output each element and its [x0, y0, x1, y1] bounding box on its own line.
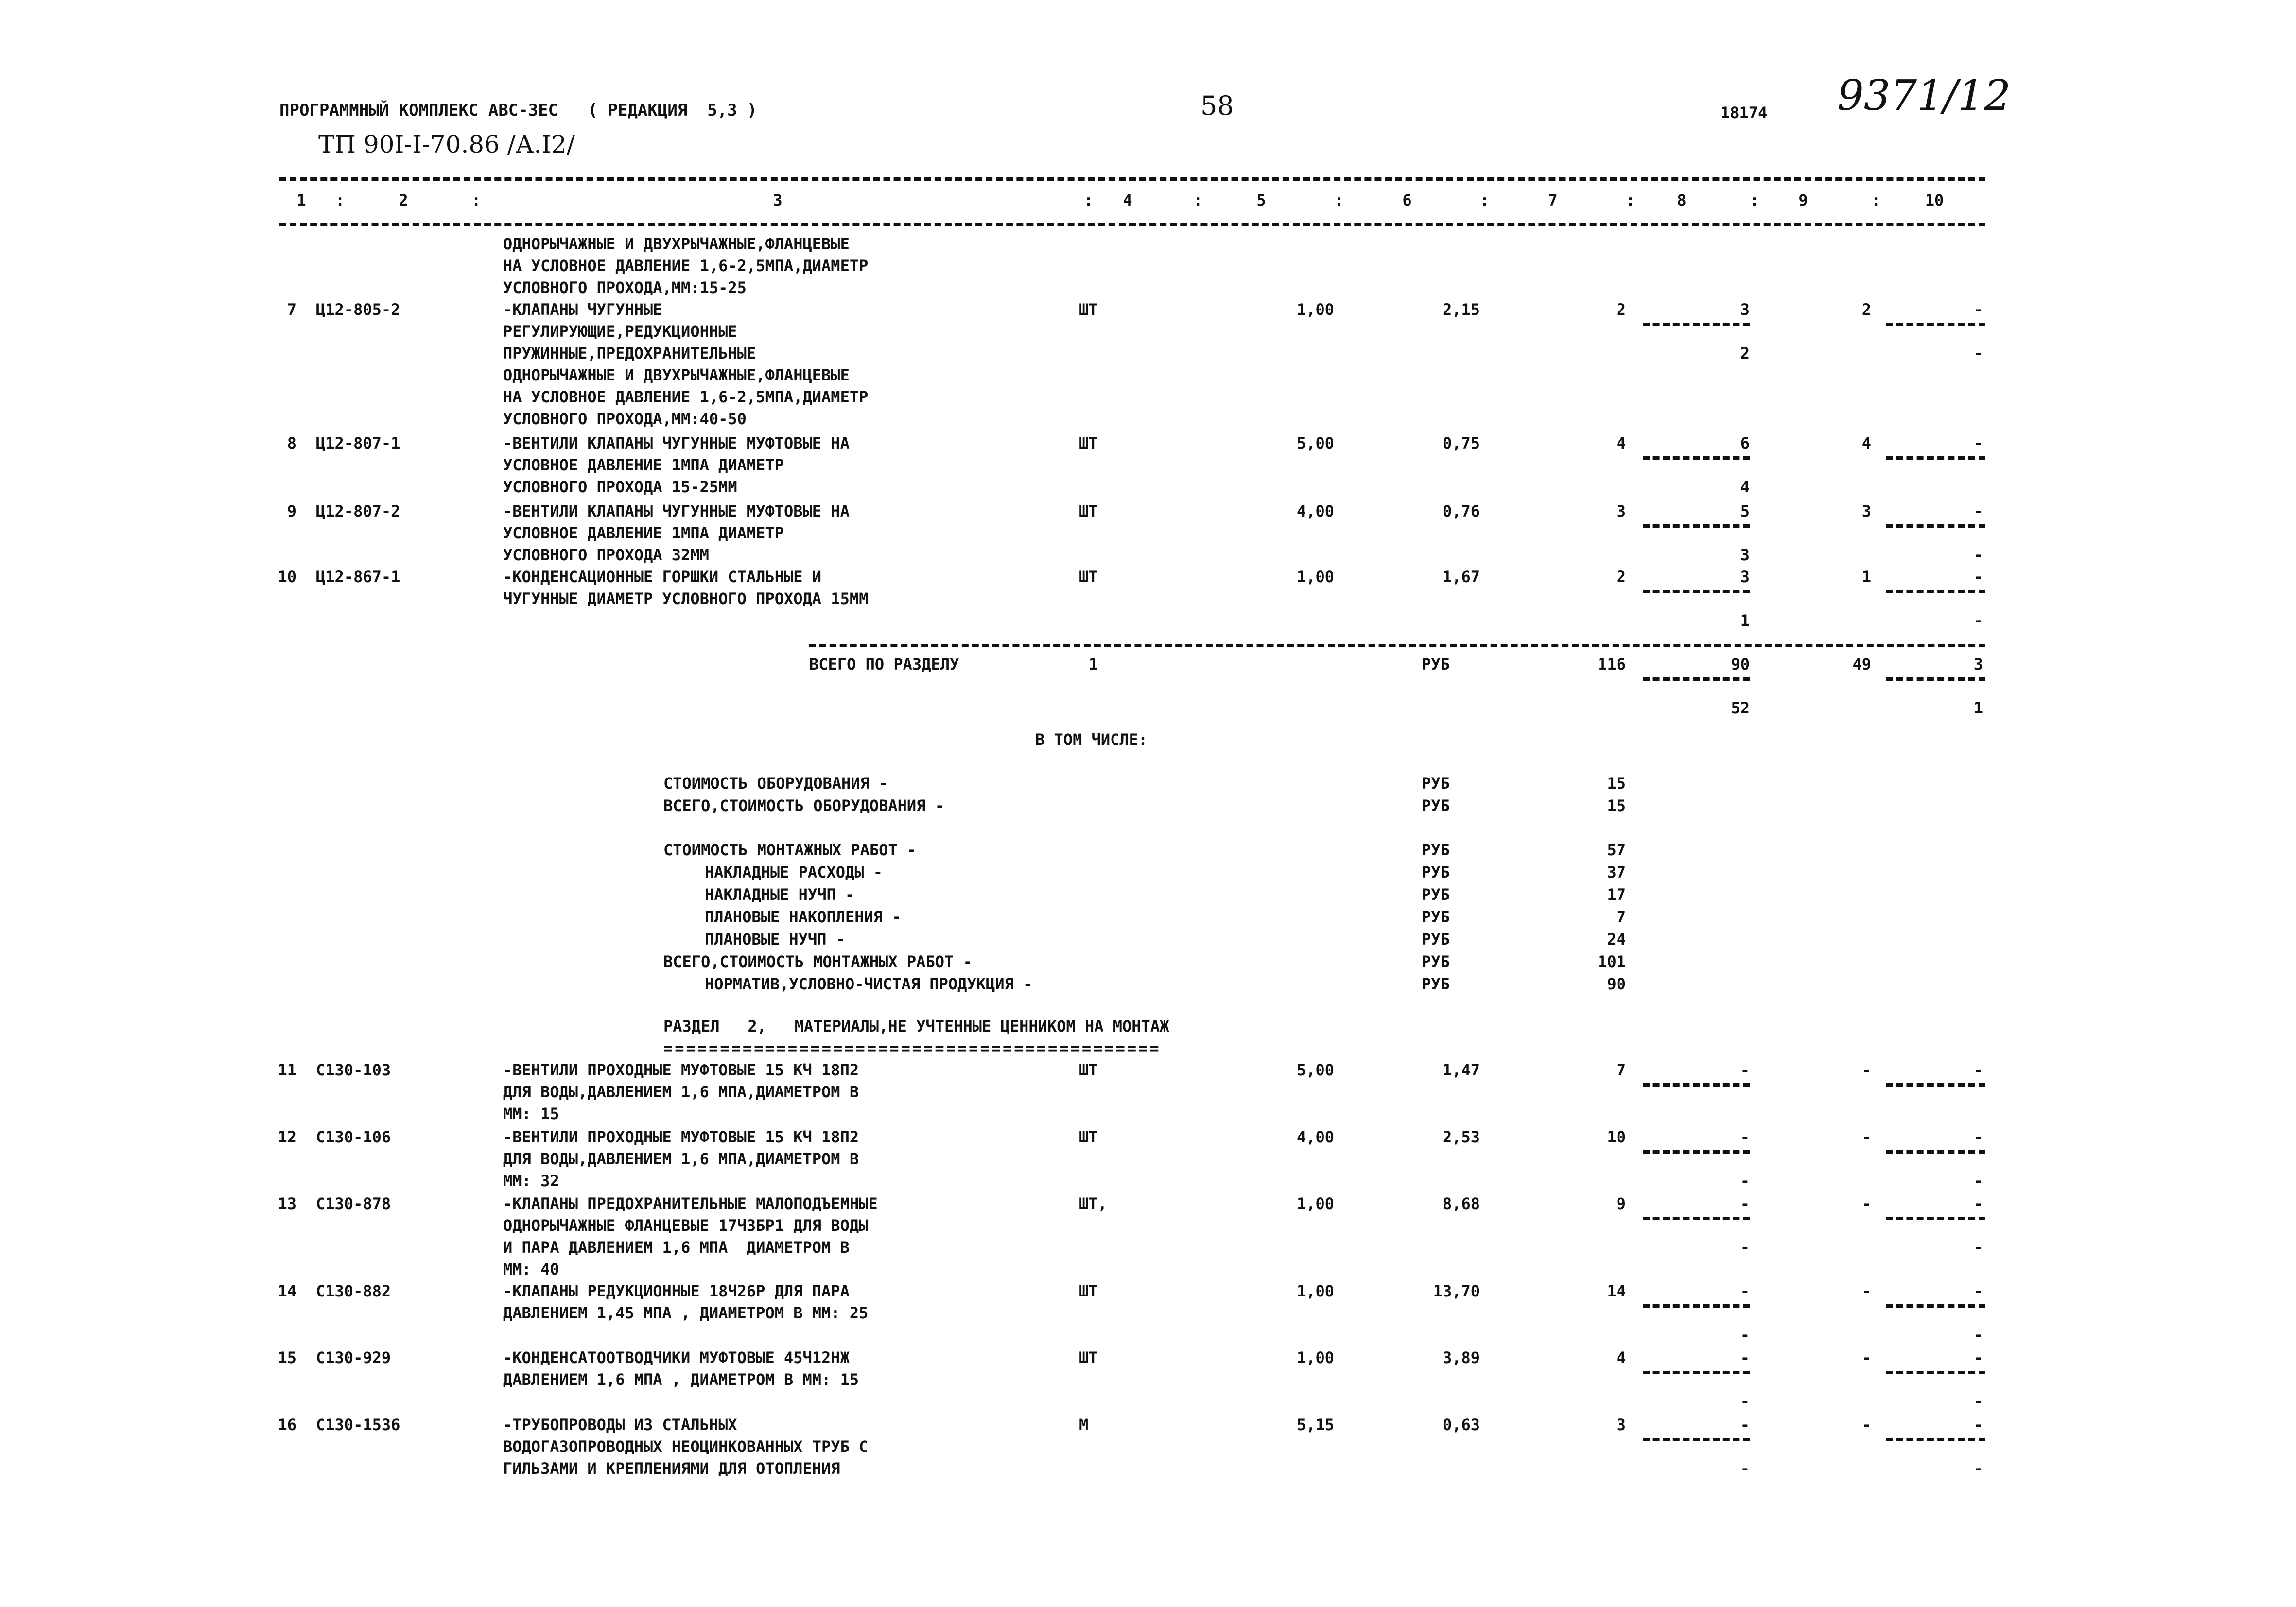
row-col10-sub: - — [1973, 546, 1983, 564]
row-col10-sub: - — [1973, 1326, 1983, 1344]
column-header-8: 8 — [1677, 191, 1687, 209]
row-col10-dash — [1886, 1150, 1985, 1154]
column-separator: : — [1750, 191, 1759, 209]
row-code: С130-882 — [316, 1282, 391, 1300]
row-col8: 3 — [1740, 568, 1750, 586]
breakdown-value: 57 — [1607, 841, 1626, 859]
breakdown-unit: РУБ — [1422, 863, 1450, 881]
row-total-cost: 4 — [1616, 434, 1626, 452]
row-col10: - — [1973, 1416, 1983, 1434]
breakdown-value: 37 — [1607, 863, 1626, 881]
row-total-cost: 9 — [1616, 1194, 1626, 1213]
row-col8-sub: - — [1740, 1326, 1750, 1344]
row-quantity: 5,00 — [1296, 434, 1334, 452]
row-description-line: ДЛЯ ВОДЫ,ДАВЛЕНИЕМ 1,6 МПА,ДИАМЕТРОМ В — [503, 1083, 859, 1101]
row-unit: ШТ, — [1079, 1194, 1107, 1213]
row-col8: 5 — [1740, 502, 1750, 520]
row-col10-sub: - — [1973, 611, 1983, 630]
breakdown-value: 17 — [1607, 885, 1626, 904]
row-unit-price: 1,67 — [1442, 568, 1480, 586]
row-description-line: УСЛОВНОГО ПРОХОДА,ММ:40-50 — [503, 410, 747, 428]
row-total-cost: 7 — [1616, 1061, 1626, 1079]
row-description-line: НА УСЛОВНОЕ ДАВЛЕНИЕ 1,6-2,5МПА,ДИАМЕТР — [503, 388, 869, 406]
row-total-cost: 3 — [1616, 502, 1626, 520]
row-description-line: РЕГУЛИРУЮЩИЕ,РЕДУКЦИОННЫЕ — [503, 322, 737, 341]
row-quantity: 1,00 — [1296, 1194, 1334, 1213]
column-header-9: 9 — [1798, 191, 1808, 209]
row-description-line: -КЛАПАНЫ РЕДУКЦИОННЫЕ 18Ч26Р ДЛЯ ПАРА — [503, 1282, 850, 1300]
row-col8: - — [1740, 1416, 1750, 1434]
row-col9: 3 — [1861, 502, 1871, 520]
row-col8-dash — [1643, 456, 1750, 460]
row-description-line: -КОНДЕНСАТООТВОДЧИКИ МУФТОВЫЕ 45Ч12НЖ — [503, 1348, 850, 1367]
row-number: 11 — [278, 1061, 296, 1079]
total-col10-sub: 1 — [1973, 699, 1983, 717]
row-unit-price: 0,63 — [1442, 1416, 1480, 1434]
row-col10: - — [1973, 300, 1983, 319]
breakdown-label: НОРМАТИВ,УСЛОВНО-ЧИСТАЯ ПРОДУКЦИЯ - — [705, 975, 1033, 993]
page-number: 58 — [1200, 90, 1234, 121]
column-header-6: 6 — [1402, 191, 1412, 209]
row-col10: - — [1973, 434, 1983, 452]
breakdown-unit: РУБ — [1422, 796, 1450, 815]
row-description-line: -ВЕНТИЛИ КЛАПАНЫ ЧУГУННЫЕ МУФТОВЫЕ НА — [503, 434, 850, 452]
section2-underline: ============================================ — [663, 1039, 1161, 1057]
row-unit-price: 2,15 — [1442, 300, 1480, 319]
row-description-line: -КЛАПАНЫ ПРЕДОХРАНИТЕЛЬНЫЕ МАЛОПОДЪЕМНЫЕ — [503, 1194, 878, 1213]
row-description-line: УСЛОВНОГО ПРОХОДА 32ММ — [503, 546, 709, 564]
row-quantity: 1,00 — [1296, 1282, 1334, 1300]
breakdown-value: 24 — [1607, 930, 1626, 949]
row-col8-sub: 3 — [1740, 546, 1750, 564]
row-col9: 2 — [1861, 300, 1871, 319]
row-col8: - — [1740, 1348, 1750, 1367]
row-unit-price: 3,89 — [1442, 1348, 1480, 1367]
row-col10-dash — [1886, 1304, 1985, 1308]
row-col8: 6 — [1740, 434, 1750, 452]
row-unit-price: 8,68 — [1442, 1194, 1480, 1213]
column-header-4: 4 — [1123, 191, 1132, 209]
breakdown-value: 15 — [1607, 796, 1626, 815]
row-code: С130-878 — [316, 1194, 391, 1213]
section2-title: РАЗДЕЛ 2, МАТЕРИАЛЫ,НЕ УЧТЕННЫЕ ЦЕННИКОМ НА МОНТАЖ — [663, 1017, 1169, 1036]
column-header-5: 5 — [1256, 191, 1266, 209]
row-unit-price: 13,70 — [1433, 1282, 1480, 1300]
row-quantity: 4,00 — [1296, 1128, 1334, 1146]
row-col10-dash — [1886, 1217, 1985, 1220]
row-unit: ШТ — [1079, 434, 1098, 452]
breakdown-label: СТОИМОСТЬ ОБОРУДОВАНИЯ - — [663, 774, 888, 793]
column-separator: : — [1193, 191, 1203, 209]
row-col8-sub: 1 — [1740, 611, 1750, 630]
row-unit: ШТ — [1079, 1128, 1098, 1146]
row-col10-dash — [1886, 1438, 1985, 1441]
breakdown-unit: РУБ — [1422, 952, 1450, 971]
row-col9: - — [1861, 1416, 1871, 1434]
row-col10: - — [1973, 1194, 1983, 1213]
row-unit: ШТ — [1079, 1061, 1098, 1079]
row-number: 15 — [278, 1348, 296, 1367]
row-col10: - — [1973, 1128, 1983, 1146]
breakdown-value: 90 — [1607, 975, 1626, 993]
row-col8-dash — [1643, 1371, 1750, 1374]
row-description-line: ОДНОРЫЧАЖНЫЕ И ДВУХРЫЧАЖНЫЕ,ФЛАНЦЕВЫЕ — [503, 366, 850, 384]
total-col10-dash — [1886, 677, 1985, 681]
row-code: С130-1536 — [316, 1416, 400, 1434]
row-total-cost: 10 — [1607, 1128, 1626, 1146]
row-code: С130-106 — [316, 1128, 391, 1146]
column-separator: : — [1480, 191, 1490, 209]
row-col10: - — [1973, 1348, 1983, 1367]
column-separator: : — [1334, 191, 1344, 209]
row-description-line: УСЛОВНОГО ПРОХОДА 15-25ММ — [503, 478, 737, 496]
row-col8-dash — [1643, 1438, 1750, 1441]
row-number: 16 — [278, 1416, 296, 1434]
breakdown-label: НАКЛАДНЫЕ РАСХОДЫ - — [705, 863, 883, 881]
row-description-line: ДЛЯ ВОДЫ,ДАВЛЕНИЕМ 1,6 МПА,ДИАМЕТРОМ В — [503, 1150, 859, 1168]
row-total-cost: 2 — [1616, 568, 1626, 586]
intro-description-line: УСЛОВНОГО ПРОХОДА,ММ:15-25 — [503, 278, 747, 297]
row-unit-price: 1,47 — [1442, 1061, 1480, 1079]
row-col10-sub: - — [1973, 1172, 1983, 1190]
total-col10: 3 — [1973, 655, 1983, 674]
row-col10-sub: - — [1973, 344, 1983, 363]
row-total-cost: 3 — [1616, 1416, 1626, 1434]
total-col7: 116 — [1598, 655, 1626, 674]
row-description-line: ММ: 40 — [503, 1260, 559, 1279]
row-col8-sub: 4 — [1740, 478, 1750, 496]
row-col10-dash — [1886, 524, 1985, 528]
row-col10-sub: - — [1973, 1238, 1983, 1257]
intro-description-line: ОДНОРЫЧАЖНЫЕ И ДВУХРЫЧАЖНЫЕ,ФЛАНЦЕВЫЕ — [503, 235, 850, 253]
row-col10-sub: - — [1973, 1459, 1983, 1478]
row-unit: ШТ — [1079, 502, 1098, 520]
breakdown-label: ПЛАНОВЫЕ НУЧП - — [705, 930, 845, 949]
row-col9: - — [1861, 1128, 1871, 1146]
breakdown-label: СТОИМОСТЬ МОНТАЖНЫХ РАБОТ - — [663, 841, 917, 859]
row-col8-dash — [1643, 1217, 1750, 1220]
total-col8-sub: 52 — [1731, 699, 1750, 717]
document-code: 18174 — [1721, 104, 1768, 122]
row-col9: - — [1861, 1194, 1871, 1213]
row-col8-dash — [1643, 1083, 1750, 1087]
row-quantity: 1,00 — [1296, 300, 1334, 319]
breakdown-unit: РУБ — [1422, 930, 1450, 949]
row-unit: ШТ — [1079, 1348, 1098, 1367]
row-col10-dash — [1886, 456, 1985, 460]
row-code: С130-929 — [316, 1348, 391, 1367]
row-description-line: ЧУГУННЫЕ ДИАМЕТР УСЛОВНОГО ПРОХОДА 15ММ — [503, 589, 869, 608]
row-col8: 3 — [1740, 300, 1750, 319]
row-col10: - — [1973, 1061, 1983, 1079]
row-quantity: 1,00 — [1296, 1348, 1334, 1367]
row-number: 13 — [278, 1194, 296, 1213]
row-description-line: ГИЛЬЗАМИ И КРЕПЛЕНИЯМИ ДЛЯ ОТОПЛЕНИЯ — [503, 1459, 840, 1478]
row-description-line: УСЛОВНОЕ ДАВЛЕНИЕ 1МПА ДИАМЕТР — [503, 456, 784, 474]
row-col8-sub: - — [1740, 1459, 1750, 1478]
row-col9: 1 — [1861, 568, 1871, 586]
total-label: ВСЕГО ПО РАЗДЕЛУ — [809, 655, 959, 674]
row-description-line: -КОНДЕНСАЦИОННЫЕ ГОРШКИ СТАЛЬНЫЕ И — [503, 568, 822, 586]
row-description-line: -ВЕНТИЛИ ПРОХОДНЫЕ МУФТОВЫЕ 15 КЧ 18П2 — [503, 1128, 859, 1146]
row-description-line: УСЛОВНОЕ ДАВЛЕНИЕ 1МПА ДИАМЕТР — [503, 524, 784, 542]
breakdown-label: ПЛАНОВЫЕ НАКОПЛЕНИЯ - — [705, 908, 902, 926]
row-col10: - — [1973, 1282, 1983, 1300]
row-col8: - — [1740, 1061, 1750, 1079]
row-description-line: -ВЕНТИЛИ КЛАПАНЫ ЧУГУННЫЕ МУФТОВЫЕ НА — [503, 502, 850, 520]
column-separator: : — [335, 191, 345, 209]
row-col8-dash — [1643, 1150, 1750, 1154]
row-col9: - — [1861, 1282, 1871, 1300]
row-col8-sub: - — [1740, 1238, 1750, 1257]
breakdown-label: ВСЕГО,СТОИМОСТЬ МОНТАЖНЫХ РАБОТ - — [663, 952, 973, 971]
row-description-line: ДАВЛЕНИЕМ 1,6 МПА , ДИАМЕТРОМ В ММ: 15 — [503, 1370, 859, 1389]
row-description-line: ДАВЛЕНИЕМ 1,45 МПА , ДИАМЕТРОМ В ММ: 25 — [503, 1304, 869, 1322]
breakdown-value: 101 — [1598, 952, 1626, 971]
row-col10-dash — [1886, 323, 1985, 326]
row-description-line: -ТРУБОПРОВОДЫ ИЗ СТАЛЬНЫХ — [503, 1416, 737, 1434]
row-quantity: 4,00 — [1296, 502, 1334, 520]
column-header-7: 7 — [1548, 191, 1558, 209]
breakdown-label: НАКЛАДНЫЕ НУЧП - — [705, 885, 855, 904]
breakdown-unit: РУБ — [1422, 885, 1450, 904]
row-description-line: ММ: 32 — [503, 1172, 559, 1190]
row-col8-dash — [1643, 590, 1750, 593]
row-col8-dash — [1643, 1304, 1750, 1308]
breakdown-value: 15 — [1607, 774, 1626, 793]
column-separator: : — [471, 191, 481, 209]
row-quantity: 5,15 — [1296, 1416, 1334, 1434]
intro-description-line: НА УСЛОВНОЕ ДАВЛЕНИЕ 1,6-2,5МПА,ДИАМЕТР — [503, 257, 869, 275]
row-code: Ц12-807-2 — [316, 502, 400, 520]
document-reference: ТП 90I-I-70.86 /А.I2/ — [318, 130, 575, 158]
breakdown-label: ВСЕГО,СТОИМОСТЬ ОБОРУДОВАНИЯ - — [663, 796, 944, 815]
row-description-line: ММ: 15 — [503, 1105, 559, 1123]
row-number: 12 — [278, 1128, 296, 1146]
row-total-cost: 14 — [1607, 1282, 1626, 1300]
row-number: 10 — [278, 568, 296, 586]
column-header-3: 3 — [773, 191, 783, 209]
row-code: Ц12-807-1 — [316, 434, 400, 452]
row-col8: - — [1740, 1194, 1750, 1213]
row-col8-sub: - — [1740, 1172, 1750, 1190]
breakdown-value: 7 — [1616, 908, 1626, 926]
row-unit: ШТ — [1079, 568, 1098, 586]
row-unit: ШТ — [1079, 1282, 1098, 1300]
row-description-line: И ПАРА ДАВЛЕНИЕМ 1,6 МПА ДИАМЕТРОМ В — [503, 1238, 850, 1257]
row-col8-sub: 2 — [1740, 344, 1750, 363]
row-description-line: -КЛАПАНЫ ЧУГУННЫЕ — [503, 300, 662, 319]
row-col10: - — [1973, 568, 1983, 586]
column-separator: : — [1871, 191, 1881, 209]
total-col8: 90 — [1731, 655, 1750, 674]
total-unit: РУБ — [1422, 655, 1450, 674]
row-unit-price: 0,75 — [1442, 434, 1480, 452]
row-col10-dash — [1886, 590, 1985, 593]
program-header: ПРОГРАММНЫЙ КОМПЛЕКС АВС-3ЕС ( РЕДАКЦИЯ 5,3 ) — [279, 101, 757, 120]
row-description-line: -ВЕНТИЛИ ПРОХОДНЫЕ МУФТОВЫЕ 15 КЧ 18П2 — [503, 1061, 859, 1079]
row-code: С130-103 — [316, 1061, 391, 1079]
row-col10-dash — [1886, 1083, 1985, 1087]
row-col8: - — [1740, 1282, 1750, 1300]
handwritten-reference: 9371/12 — [1837, 71, 2011, 120]
row-description-line: ВОДОГАЗОПРОВОДНЫХ НЕОЦИНКОВАННЫХ ТРУБ С — [503, 1437, 869, 1456]
row-col10: - — [1973, 502, 1983, 520]
row-total-cost: 2 — [1616, 300, 1626, 319]
row-quantity: 5,00 — [1296, 1061, 1334, 1079]
table-top-rule — [279, 177, 1985, 181]
row-col8-dash — [1643, 524, 1750, 528]
row-col9: - — [1861, 1061, 1871, 1079]
column-header-1: 1 — [296, 191, 306, 209]
total-col8-dash — [1643, 677, 1750, 681]
row-total-cost: 4 — [1616, 1348, 1626, 1367]
row-number: 8 — [287, 434, 296, 452]
total-top-rule — [809, 644, 1985, 647]
breakdown-unit: РУБ — [1422, 774, 1450, 793]
column-header-2: 2 — [399, 191, 408, 209]
row-col8: - — [1740, 1128, 1750, 1146]
column-separator: : — [1626, 191, 1635, 209]
including-label: В ТОМ ЧИСЛЕ: — [1035, 730, 1148, 749]
row-number: 14 — [278, 1282, 296, 1300]
row-description-line: ПРУЖИННЫЕ,ПРЕДОХРАНИТЕЛЬНЫЕ — [503, 344, 756, 363]
row-number: 9 — [287, 502, 296, 520]
row-number: 7 — [287, 300, 296, 319]
breakdown-unit: РУБ — [1422, 908, 1450, 926]
row-quantity: 1,00 — [1296, 568, 1334, 586]
total-col9: 49 — [1852, 655, 1871, 674]
row-code: Ц12-867-1 — [316, 568, 400, 586]
row-col9: 4 — [1861, 434, 1871, 452]
row-description-line: ОДНОРЫЧАЖНЫЕ ФЛАНЦЕВЫЕ 17Ч3БР1 ДЛЯ ВОДЫ — [503, 1216, 869, 1235]
row-col10-dash — [1886, 1371, 1985, 1374]
row-unit: ШТ — [1079, 300, 1098, 319]
row-code: Ц12-805-2 — [316, 300, 400, 319]
row-col8-dash — [1643, 323, 1750, 326]
total-number: 1 — [1089, 655, 1098, 674]
breakdown-unit: РУБ — [1422, 975, 1450, 993]
column-header-10: 10 — [1925, 191, 1944, 209]
row-unit-price: 0,76 — [1442, 502, 1480, 520]
row-col9: - — [1861, 1348, 1871, 1367]
table-header-rule — [279, 223, 1985, 226]
breakdown-unit: РУБ — [1422, 841, 1450, 859]
row-col8-sub: - — [1740, 1392, 1750, 1411]
row-unit-price: 2,53 — [1442, 1128, 1480, 1146]
row-unit: М — [1079, 1416, 1089, 1434]
row-col10-sub: - — [1973, 1392, 1983, 1411]
column-separator: : — [1084, 191, 1094, 209]
